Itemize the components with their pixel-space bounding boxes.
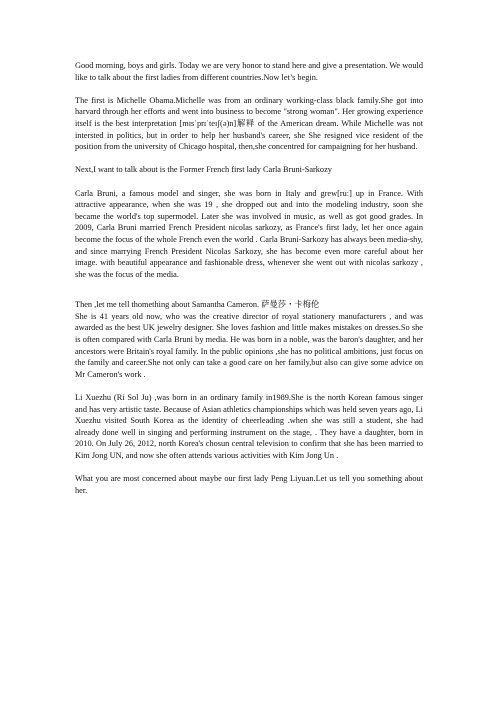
document-page	[75, 60, 423, 508]
li-xuezhu-paragraph: Li Xuezhu (Ri Sol Ju) ,was born in an ordinary family in1989.She is the north Korean famous singer and has very artistic taste. Because of Asian athletics championships which was held seven years ago, Li Xuezhu visited South Korea as the identity of cheerleading .when she was still a student, she had already done well in singing and performing instrument on the stage, . They have a daughter, born in 2010. On July 26, 2012, north Korea's chosun central television to confirm that she has been married to Kim Jong UN, and now she often attends various activities with Kim Jong Un .	[75, 393, 423, 460]
carla-bruni-intro-line: Next,I want to talk about is the Former French first lady Carla Bruni-Sarkozy	[75, 165, 332, 175]
intro-paragraph: Good morning, boys and girls. Today we are very honor to stand here and give a presentation. We would like to talk about the first ladies from different countries.Now let’s begin.	[75, 61, 423, 82]
samantha-cameron-paragraph: She is 41 years old now, who was the creative director of royal stationery manufacturers , and was awarded as the best UK jewelry designer. She loves fashion and little makes mistakes on dresses.So she is often compared with Carla Bruni by media. He was born in a noble, was the baron's daughter, and her ancestors were Britain's royal family. In the public opinions ,she has no political ambitions, just focus on the family and career.She not only can take a good care on her family,but also can give some advice on Mr Cameron's work .	[75, 311, 423, 379]
carla-bruni-paragraph: Carla Bruni, a famous model and singer, she was born in Italy and grew[ruː] up in France. With attractive appearance, when she was 19 , she dropped out and into the modeling industry, soon she became the world's top supermodel. Later she was involved in music, as well as got good grades. In 2009, Carla Bruni married French President nicolas sarkozy, as France's first lady, let her once again become the focus of the whole French even the world . Carla Bruni-Sarkozy has always been media-shy, and since marrying French President Nicolas Sarkozy, she has become even more careful about her image. with beautiful appearance and fashionable dress, whenever she went out with nicolas sarkozy , she was the focus of the media.	[75, 188, 423, 279]
peng-liyuan-paragraph: What you are most concerned about maybe our first lady Peng Liyuan.Let us tell you something about her.	[75, 474, 423, 495]
samantha-cameron-intro-line: Then ,let me tell thomething about Samantha Cameron. 萨曼莎・卡梅伦	[75, 300, 320, 310]
michelle-obama-paragraph: The first is Michelle Obama.Michelle was from an ordinary working-class black family.She got into harvard through her efforts and went into business to become "strong woman". Her growing experience itself is the best interpretation [mɪsˈprɪˈteɪʃ(ə)n]解释 of the American dream. While Michelle was not intersted in politics, but in order to help her husband's career, she She resigned vice resident of the position from the university of Chicago hospital, then,she concentred for campaigning for her husband.	[75, 95, 423, 152]
